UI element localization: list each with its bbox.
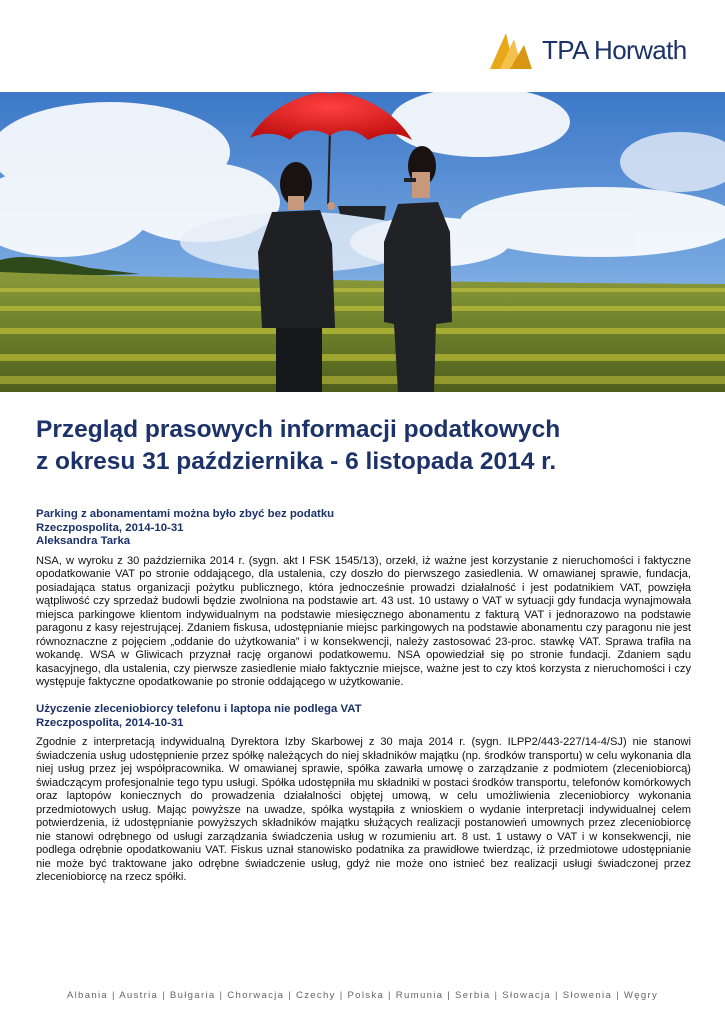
article-parking	[36, 508, 691, 690]
article-body: NSA, w wyroku z 30 października 2014 r. (sygn. akt I FSK 1545/13), orzekł, iż ważne jest korzystanie z nieruchomości i faktyczne opodatkowanie VAT po stronie oddającego, dla ustalenia, czy doszło do pierwszego zasiedlenia. W omawianej sprawie, fundacja, posiadająca status organizacji pożytku publicznego, która jednocześnie prowadzi działalność i jest podatnikiem VAT, powzięła wątpliwość czy sprzedaż budowli będzie zwolniona na podstawie art. 43 ust. 10 ustawy o VAT w sytuacji gdy fundacja wynajmowała miejsca parkingowe klientom indywidualnym na podstawie miesięcznego abonamentu z fakturą VAT i jednorazowo na podstawie paragonu z kasy rejestrującej. Zdaniem fiskusa, udostępnianie miejsc parkingowych na podstawie abonamentu czy paragonu nie jest równoznaczne z pojęciem „oddanie do użytkowania” i w konsekwencji, należy zastosować 23-proc. stawkę VAT. Sprawa trafiła na wokandę. WSA w Gliwicach przyznał rację organowi podatkowemu. NSA opowiedział się po stronie fundacji. Zdaniem sądu kasacyjnego, dla ustalenia, czy pierwsze zasiedlenie miało faktycznie miejsce, ważne jest to czy ktoś korzysta z nieruchomości i czy występuje faktyczne opodatkowanie po stronie oddającego w użytkowanie.	[36, 554, 691, 688]
page-title	[36, 414, 696, 478]
title-line-2: z okresu 31 października - 6 listopada 2014 r.	[36, 448, 557, 475]
article-author: Aleksandra Tarka	[36, 535, 131, 547]
umbrella-businessmen-photo	[0, 92, 725, 392]
article-source: Rzeczpospolita, 2014-10-31	[36, 521, 184, 534]
article-headline: Parking z abonamentami można było zbyć bez podatku	[36, 508, 335, 520]
title-line-1: Przegląd prasowych informacji podatkowych	[36, 416, 561, 443]
article-phone-laptop	[36, 703, 691, 885]
footer-countries: Albania | Austria | Bułgaria | Chorwacja | Czechy | Polska | Rumunia | Serbia | Słowacja | Słowenia | Węgry	[66, 990, 659, 1001]
article-source: Rzeczpospolita, 2014-10-31	[36, 716, 184, 729]
article-header	[36, 703, 691, 730]
company-logo	[488, 28, 687, 72]
company-name: TPA Horwath	[542, 34, 687, 65]
article-body: Zgodnie z interpretacją indywidualną Dyrektora Izby Skarbowej z 30 maja 2014 r. (sygn. ILPP2/443-227/14-4/SJ) nie stanowi świadczenia usług udostępnienie przez spółkę należących do niej składników majątku (np. środków transportu) w celu wykonania dla niej usług przez jej współpracownika. W omawianej sprawie, spółka zawarła umowę o zarządzanie z podmiotem (zleceniobiorcą) świadczącym profesjonalnie tego typu usługi. Spółka udostępniła mu składniki w postaci środków transportu, telefonów komórkowych oraz laptopów koniecznych do prowadzenia działalności objętej umową, w celu umożliwienia zleceniobiorcy wykonania przedmiotowych usług. Mając powyższe na uwadze, spółka wystąpiła z wnioskiem o wydanie interpretacji indywidualnej celem potwierdzenia, iż udostępnianie powyższych składników majątku służących realizacji postanowień umownych przez zleceniobiorcę nie stanowi odrębnego od usługi zarządzania świadczenia usług w rozumieniu art. 8 ust. 1 ustawy o VAT i w konsekwencji, nie podlega odrębnie opodatkowaniu VAT. Fiskus uznał stanowisko podatnika za prawidłowe twierdząc, iż przedmiotowe udostępnianie nie może być traktowane jako odrębne świadczenie usług, gdyż nie może ono istnieć bez realizacji usługi świadczonej przez zleceniobiorcę na rzecz spółki.	[36, 736, 691, 883]
tpa-horwath-triangles-icon	[488, 29, 538, 71]
article-headline: Użyczenie zleceniobiorcy telefonu i laptopa nie podlega VAT	[36, 703, 362, 715]
article-header	[36, 508, 691, 549]
